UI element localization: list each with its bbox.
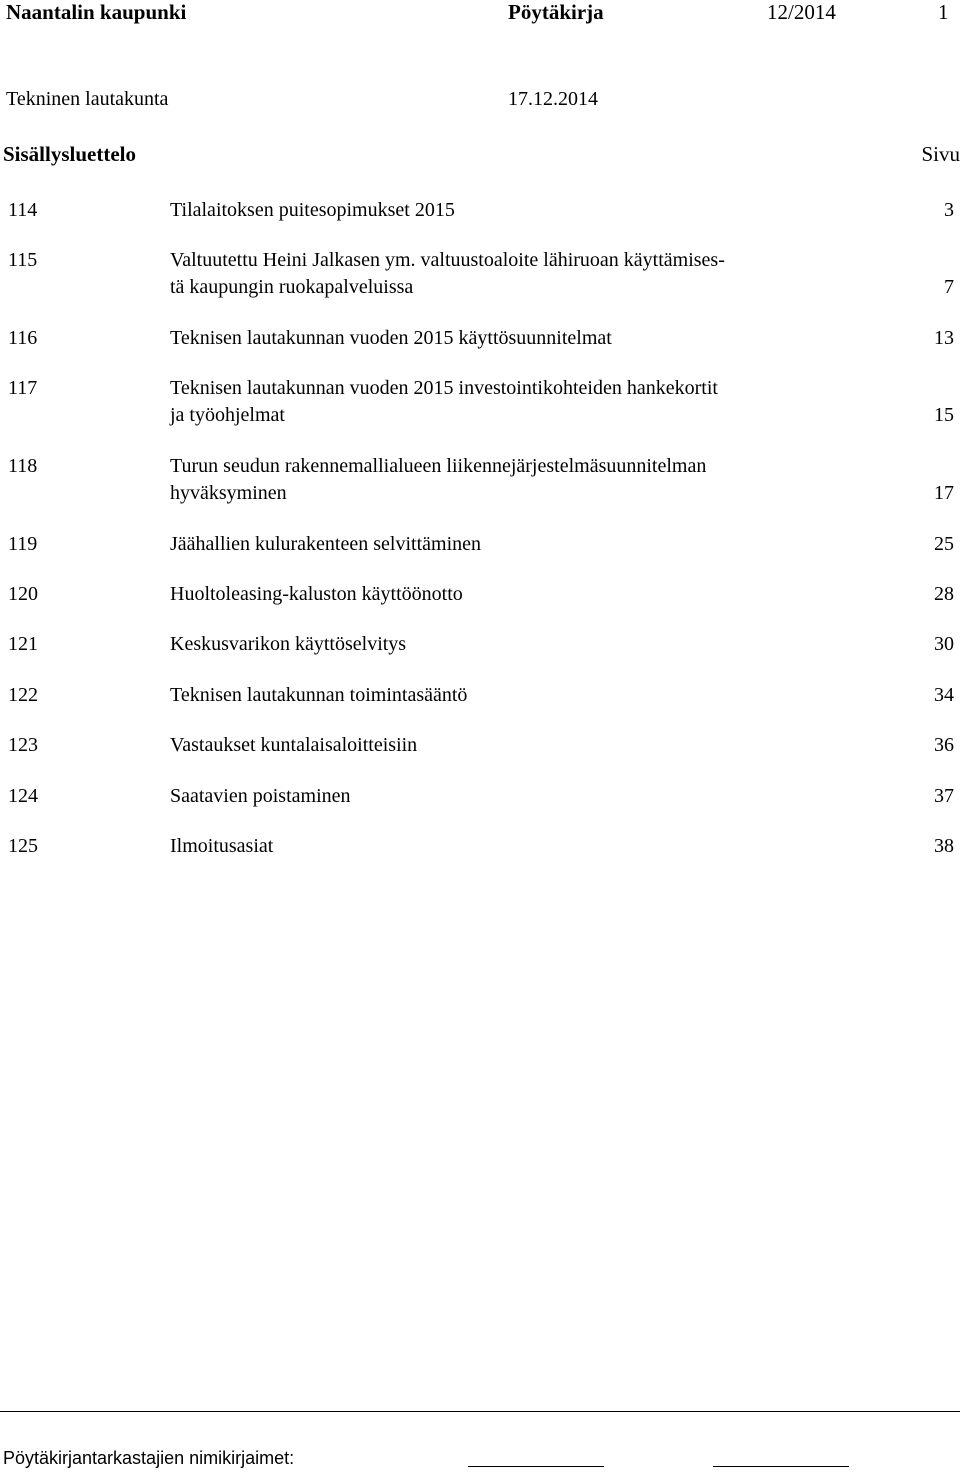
toc-item-title [170, 247, 820, 301]
toc-item-title [170, 783, 820, 810]
toc-item-title-line: Ilmoitusasiat [170, 835, 274, 857]
signature-line-2 [713, 1466, 849, 1467]
toc-item-number: 119 [8, 533, 38, 555]
toc-item-title-line: tä kaupungin ruokapalveluissa [170, 276, 414, 298]
toc-item-title-line: ja työohjelmat [170, 404, 285, 426]
document-type: Pöytäkirja [508, 0, 604, 24]
toc-item-page: 15 [934, 404, 954, 426]
toc-item-page: 25 [934, 533, 954, 555]
toc-item-number: 120 [8, 583, 38, 605]
toc-item-title-line: hyväksyminen [170, 482, 287, 504]
toc-item-title-line: Tilalaitoksen puitesopimukset 2015 [170, 199, 455, 221]
toc-item-title [170, 531, 820, 558]
toc-item-number: 125 [8, 835, 38, 857]
toc-item-title-line: Jäähallien kulurakenteen selvittäminen [170, 533, 481, 555]
toc-item-page: 37 [934, 785, 954, 807]
toc-item-page: 30 [934, 633, 954, 655]
toc-item-title-line: Huoltoleasing-kaluston käyttöönotto [170, 583, 463, 605]
toc-item-title-line: Keskusvarikon käyttöselvitys [170, 633, 407, 655]
toc-item-title [170, 833, 820, 860]
toc-item-number: 124 [8, 785, 38, 807]
toc-item-title [170, 325, 820, 352]
document-number: 12/2014 [767, 0, 836, 24]
committee-name: Tekninen lautakunta [6, 88, 169, 110]
toc-item-title-line: Teknisen lautakunnan toimintasääntö [170, 684, 468, 706]
toc-item-title-line: Saatavien poistaminen [170, 785, 351, 807]
toc-item-page: 13 [934, 327, 954, 349]
toc-item-title-line: Teknisen lautakunnan vuoden 2015 investointikohteiden hankekortit [170, 377, 718, 399]
toc-item-page: 34 [934, 684, 954, 706]
signature-line-1 [468, 1466, 604, 1467]
page-number: 1 [938, 0, 949, 24]
toc-item-title [170, 453, 820, 507]
toc-item-title [170, 732, 820, 759]
toc-item-title-line: Teknisen lautakunnan vuoden 2015 käyttösuunnitelmat [170, 327, 612, 349]
toc-item-page: 36 [934, 734, 954, 756]
toc-page-label: Sivu [921, 142, 960, 166]
toc-item-page: 28 [934, 583, 954, 605]
toc-title: Sisällysluettelo [3, 142, 137, 166]
toc-item-page: 3 [944, 199, 954, 221]
toc-item-title [170, 682, 820, 709]
toc-item-number: 122 [8, 684, 38, 706]
toc-item-page: 38 [934, 835, 954, 857]
toc-item-number: 115 [8, 249, 38, 271]
toc-item-number: 121 [8, 633, 38, 655]
toc-item-title [170, 375, 820, 429]
toc-item-page: 17 [934, 482, 954, 504]
meeting-date: 17.12.2014 [508, 88, 598, 110]
toc-item-page: 7 [944, 276, 954, 298]
toc-item-number: 116 [8, 327, 38, 349]
toc-item-number: 114 [8, 199, 38, 221]
toc-item-title [170, 197, 820, 224]
footer-divider [0, 1411, 960, 1412]
signature-label: Pöytäkirjantarkastajien nimikirjaimet: [3, 1448, 295, 1468]
toc-item-number: 123 [8, 734, 38, 756]
toc-item-number: 117 [8, 377, 38, 399]
toc-item-title-line: Valtuutettu Heini Jalkasen ym. valtuustoaloite lähiruoan käyttämises- [170, 249, 725, 271]
toc-item-title-line: Turun seudun rakennemallialueen liikennejärjestelmäsuunnitelman [170, 455, 707, 477]
toc-item-title [170, 581, 820, 608]
toc-item-number: 118 [8, 455, 38, 477]
organization-name: Naantalin kaupunki [6, 0, 187, 24]
toc-item-title [170, 631, 820, 658]
toc-item-title-line: Vastaukset kuntalaisaloitteisiin [170, 734, 418, 756]
